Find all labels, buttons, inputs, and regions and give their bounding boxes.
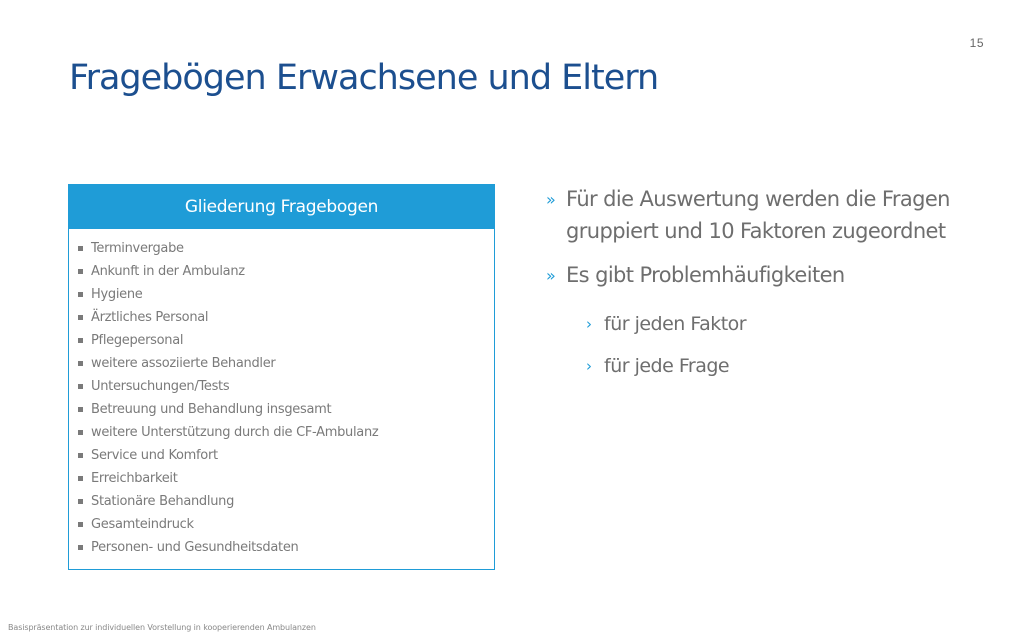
outline-list [69,229,494,559]
outline-item-label: weitere Unterstützung durch die CF-Ambulanz [91,425,379,440]
square-bullet-icon [78,545,83,550]
outline-panel-header [69,185,494,229]
bullet-text-line: gruppiert und 10 Faktoren zugeordnet [566,219,946,243]
outline-item-label: Personen- und Gesundheitsdaten [91,540,299,555]
outline-item-label: Stationäre Behandlung [91,494,235,509]
bullet-text-line: Für die Auswertung werden die Fragen [566,187,950,211]
outline-item-label: Untersuchungen/Tests [91,379,230,394]
outline-item [78,398,494,421]
slide-number: 15 [969,36,984,50]
square-bullet-icon [78,499,83,504]
square-bullet-icon [78,522,83,527]
outline-item [78,260,494,283]
outline-panel-title: Gliederung Fragebogen [184,197,379,217]
outline-item-label: Ärztliches Personal [91,310,209,325]
outline-item [78,283,494,306]
outline-item-label: Terminvergabe [91,241,184,256]
outline-item [78,444,494,467]
outline-item-label: Ankunft in der Ambulanz [91,264,245,279]
chevron-right-icon: › [586,357,592,375]
slide-title: Fragebögen Erwachsene und Eltern [69,58,659,98]
outline-item-label: Betreuung und Behandlung insgesamt [91,402,332,417]
outline-item-label: Pflegepersonal [91,333,184,348]
bullet-point-frequencies [546,259,986,291]
bullet-text: Es gibt Problemhäufigkeiten [566,263,845,287]
double-chevron-icon: » [546,266,556,285]
square-bullet-icon [78,338,83,343]
outline-item [78,375,494,398]
square-bullet-icon [78,246,83,251]
sub-bullet-text: für jede Frage [604,355,730,377]
outline-item-label: Service und Komfort [91,448,218,463]
outline-item [78,352,494,375]
double-chevron-icon: » [546,190,556,209]
outline-item [78,467,494,490]
outline-item [78,329,494,352]
square-bullet-icon [78,269,83,274]
content-area [546,183,986,387]
outline-panel [68,184,495,570]
bullet-text [566,183,950,247]
outline-item [78,237,494,260]
outline-item [78,306,494,329]
outline-item [78,536,494,559]
square-bullet-icon [78,292,83,297]
sub-bullet-factor [586,303,986,345]
slide-footer: Basispräsentation zur individuellen Vorstellung in kooperierenden Ambulanzen [8,623,316,632]
square-bullet-icon [78,384,83,389]
outline-item-label: Gesamteindruck [91,517,194,532]
square-bullet-icon [78,361,83,366]
chevron-right-icon: › [586,315,592,333]
square-bullet-icon [78,476,83,481]
square-bullet-icon [78,430,83,435]
square-bullet-icon [78,453,83,458]
outline-item [78,421,494,444]
sub-bullet-text: für jeden Faktor [604,313,747,335]
bullet-point-evaluation [546,183,986,247]
outline-item [78,490,494,513]
outline-item-label: Hygiene [91,287,143,302]
outline-item [78,513,494,536]
square-bullet-icon [78,407,83,412]
outline-item-label: Erreichbarkeit [91,471,178,486]
outline-item-label: weitere assoziierte Behandler [91,356,276,371]
sub-bullet-question [586,345,986,387]
square-bullet-icon [78,315,83,320]
